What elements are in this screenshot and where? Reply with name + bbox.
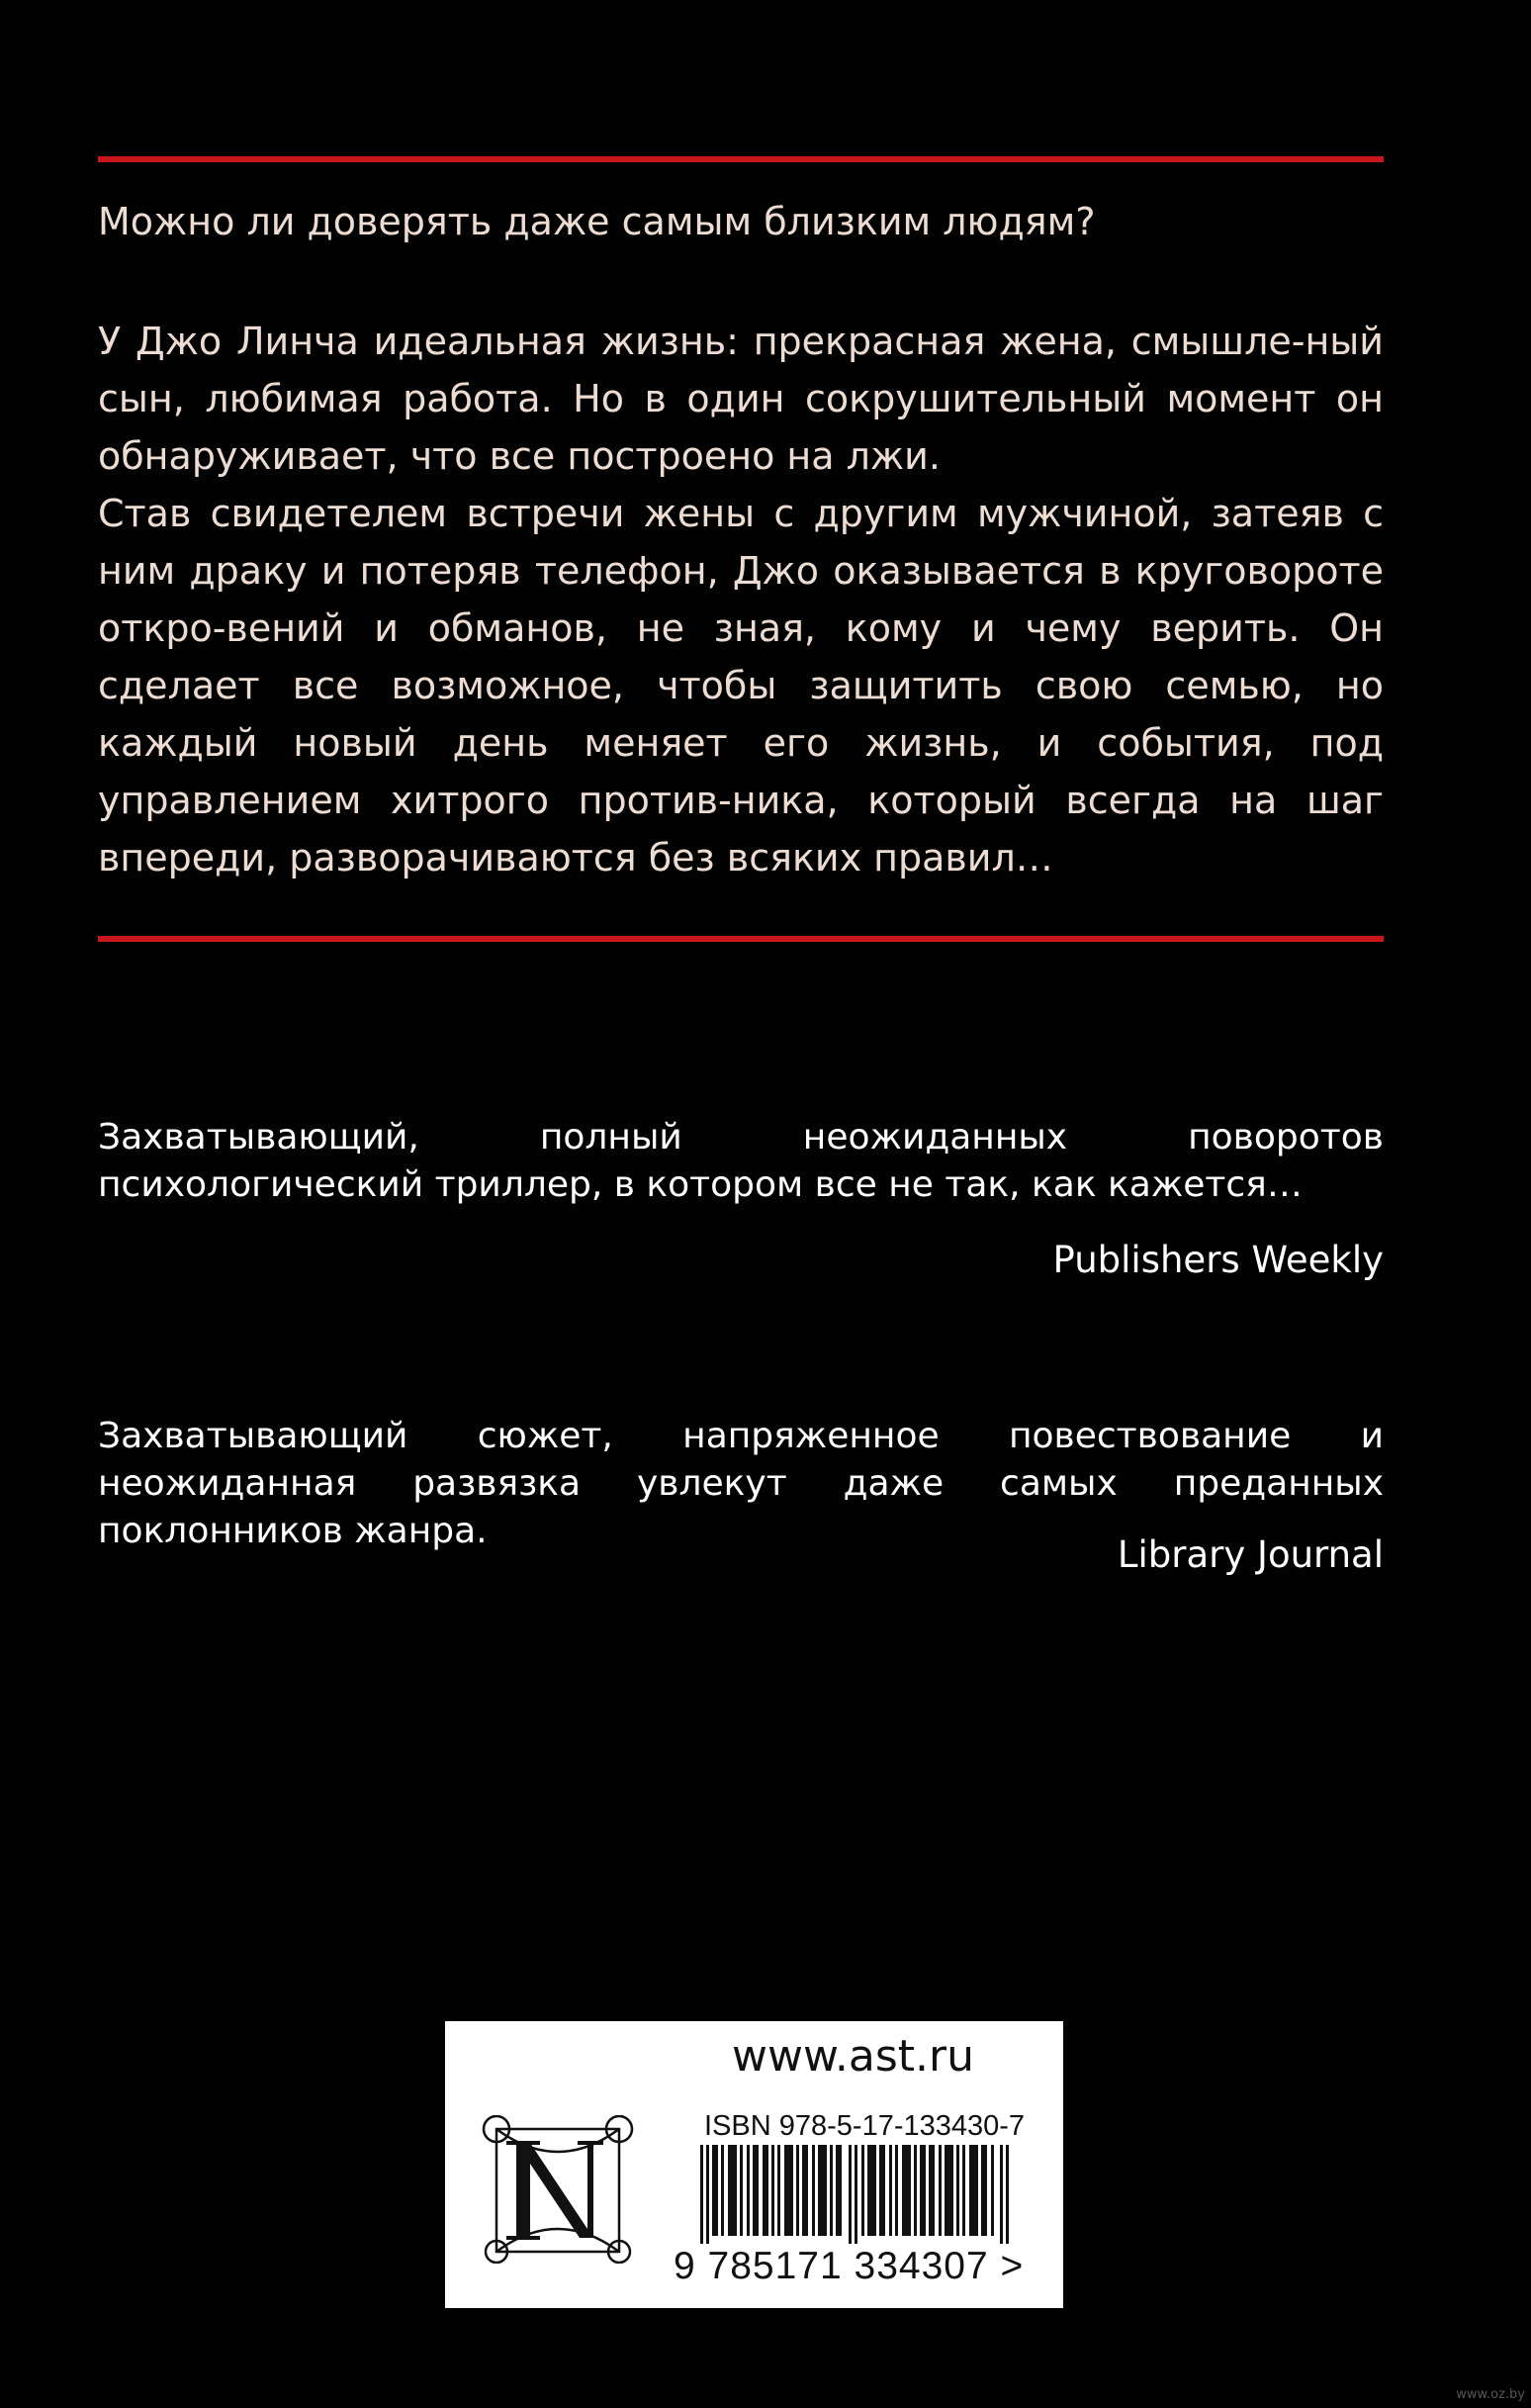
review-quote: Захватывающий сюжет, напряженное повествование и неожиданная развязка увлекут даже самых преданных поклонников жанра. [98,1416,1384,1551]
barcode [700,2145,1017,2244]
review-quote: Захватывающий, полный неожиданных поворотов психологический триллер, в котором все не так, как кажется… [98,1117,1384,1205]
blurb-lead: Можно ли доверять даже самым близким людям? [98,200,1096,243]
divider-bottom [98,936,1384,942]
divider-top [98,156,1384,162]
isbn-label: ISBN 978-5-17-133430-7 [704,2110,1026,2142]
blurb-paragraph: Став свидетелем встречи жены с другим мужчиной, затеяв с ним драку и потеряв телефон, Джо оказывается в круговороте откро-вений и обманов, не зная, кому и чему верить. Он сделает все возможное, чтобы защитить свою семью, но каждый новый день меняет его жизнь, и события, под управлением хитрого против-ника, который всегда на шаг впереди, разворачиваются без всяких правил… [98,492,1384,880]
review-source: Publishers Weekly [1052,1239,1384,1281]
barcode-digits: 9 785171 334307 > [674,2245,1025,2287]
review-source: Library Journal [1117,1533,1384,1576]
barcode-panel [445,2021,1063,2308]
watermark: www.oz.by [1456,2387,1525,2402]
publisher-website: www.ast.ru [731,2031,974,2082]
publisher-monogram-n-icon [479,2115,637,2268]
blurb-paragraph: У Джо Линча идеальная жизнь: прекрасная жена, смышле-ный сын, любимая работа. Но в один сокрушительный момент он обнаруживает, что все построено на лжи. [98,320,1384,478]
blurb-body [98,313,1384,886]
